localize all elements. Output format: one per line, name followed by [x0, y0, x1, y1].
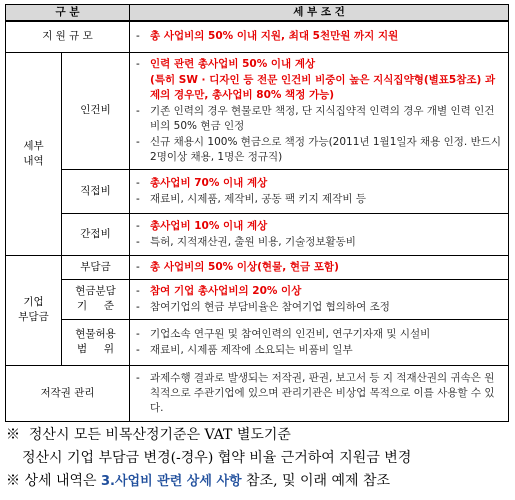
- note-text-3-post: 참조, 및 이래 예제 참조: [246, 473, 390, 489]
- burden-content: - 총 사업비의 50% 이상(현물, 현금 포함): [130, 255, 509, 279]
- labor-line4: 신규 채용시 100% 현금으로 책정 가능(2011년 1월1일자 채용 인정. 반드시 2명이상 채용, 1명은 정규직): [150, 135, 502, 163]
- table-row: [6, 52, 509, 169]
- cash-ratio-content: - 참여 기업 총사업비의 20% 이상 - 참여기업의 현금 부담비율은 참여기업 협의하여 조정: [130, 279, 509, 319]
- note-text-2: 정산시 기업 부담금 변경(-경우) 협약 비율 근거하여 지원금 변경: [22, 450, 412, 466]
- labor-line3: 기존 인력의 경우 현물로만 책정, 단 지식집약적 인력의 경우 개별 인력 인건비의 50% 현금 인정: [150, 104, 495, 132]
- support-scale-text: 총 사업비의 50% 이내 지원, 최대 5천만원 까지 지원: [150, 30, 399, 43]
- cash-ratio-line2: 참여기업의 현금 부담비율은 참여기업 협의하여 조정: [150, 300, 390, 313]
- labor-label: 인건비: [62, 52, 130, 169]
- indirect-line2: 특허, 지적재산권, 출원 비용, 기술정보활동비: [150, 235, 356, 248]
- table-row: [6, 319, 509, 365]
- cash-ratio-label-1: 현금분담: [75, 285, 116, 297]
- indirect-content: - 총사업비 10% 이내 계상 - 특허, 지적재산권, 출원 비용, 기술정보활동비: [130, 213, 509, 255]
- note-line-3: [6, 470, 511, 493]
- burden-text: 총 사업비의 50% 이상(현물, 현금 포함): [150, 260, 339, 273]
- note-text-1: 정산시 모든 비목산정기준은 VAT 별도기준: [28, 427, 291, 443]
- direct-line1: 총사업비 70% 이내 계상: [150, 176, 268, 189]
- in-kind-label-2: 범 위: [77, 343, 114, 355]
- header-category: 구 분: [6, 5, 130, 22]
- direct-label: 직접비: [62, 169, 130, 213]
- note-line-2: [6, 447, 511, 470]
- note-mark-2: ※: [6, 473, 20, 489]
- in-kind-line1: 기업소속 연구원 및 참여인력의 인건비, 연구기자재 및 시설비: [150, 327, 431, 340]
- indirect-label: 간접비: [62, 213, 130, 255]
- in-kind-label: [62, 319, 130, 365]
- cash-ratio-label-2: 기 준: [77, 300, 114, 312]
- in-kind-label-1: 현물허용: [75, 328, 116, 340]
- note-line-1: [6, 424, 511, 447]
- in-kind-line2: 재료비, 시제품 제작에 소요되는 비품비 일부: [150, 343, 353, 356]
- ip-text: 과제수행 결과로 발생되는 저작권, 판권, 보고서 등 지 적재산권의 귀속은 원칙적으로 주관기업에 있으며 관리기관은 비상업 목적으로 이를 사용할 수 있다.: [150, 371, 495, 414]
- table-row: [6, 21, 509, 52]
- section-reference-link: 3.사업비 관련 상세 사항: [100, 474, 242, 489]
- ip-content: - 과제수행 결과로 발생되는 저작권, 판권, 보고서 등 지 적재산권의 귀속은 원칙적으로 주관기업에 있으며 관리기관은 비상업 목적으로 이를 사용할 수 있다.: [130, 365, 509, 421]
- table-header-row: [6, 5, 509, 22]
- labor-line2: (특히 SW · 디자인 등 전문 인건비 비중이 높은 지식집약형(별표5참조) 과제의 경우만, 총사업비 80% 책정 가능): [150, 73, 496, 101]
- detail-group-label: 세부 내역: [6, 52, 62, 255]
- burden-label: 부담금: [62, 255, 130, 279]
- direct-line2: 재료비, 시제품, 제작비, 공동 팩 키지 제작비 등: [150, 192, 366, 205]
- footnotes: [6, 424, 511, 493]
- header-details: 세 부 조 건: [130, 5, 509, 22]
- labor-content: - 인력 관련 총사업비 50% 이내 계상 (특히 SW · 디자인 등 전문 인건비 비중이 높은 지식집약형(별표5참조) 과제의 경우만, 총사업비 80% 책정 가능) - 기존 인력의 경우 현물로만 책정, 단 지식집약적 인력의 경우 개별 인력 인건비의 50% 현금 인정 - 신규 채용시 100% 현금으로 책정 가능(2011년 1월1일자 채용 인정. 반드시 2명이상 채용, 1명은 정규직): [130, 52, 509, 169]
- table-row: [6, 365, 509, 421]
- table-row: [6, 213, 509, 255]
- indirect-line1: 총사업비 10% 이내 계상: [150, 219, 268, 232]
- cash-ratio-label: [62, 279, 130, 319]
- cash-ratio-line1: 참여 기업 총사업비의 20% 이상: [150, 284, 302, 297]
- labor-line1: 인력 관련 총사업비 50% 이내 계상: [150, 57, 316, 70]
- company-group-label: 기업 부담금: [6, 255, 62, 365]
- support-scale-content: - 총 사업비의 50% 이내 지원, 최대 5천만원 까지 지원: [130, 21, 509, 52]
- note-mark: ※: [6, 427, 20, 443]
- ip-label: 저작권 관리: [6, 365, 130, 421]
- table-row: [6, 169, 509, 213]
- table-row: [6, 255, 509, 279]
- budget-conditions-table: [5, 4, 509, 422]
- note-text-3-pre: 상세 내역은: [24, 473, 97, 489]
- support-scale-label: 지 원 규 모: [6, 21, 130, 52]
- direct-content: - 총사업비 70% 이내 계상 - 재료비, 시제품, 제작비, 공동 팩 키지 제작비 등: [130, 169, 509, 213]
- in-kind-content: - 기업소속 연구원 및 참여인력의 인건비, 연구기자재 및 시설비 - 재료비, 시제품 제작에 소요되는 비품비 일부: [130, 319, 509, 365]
- table-row: [6, 279, 509, 319]
